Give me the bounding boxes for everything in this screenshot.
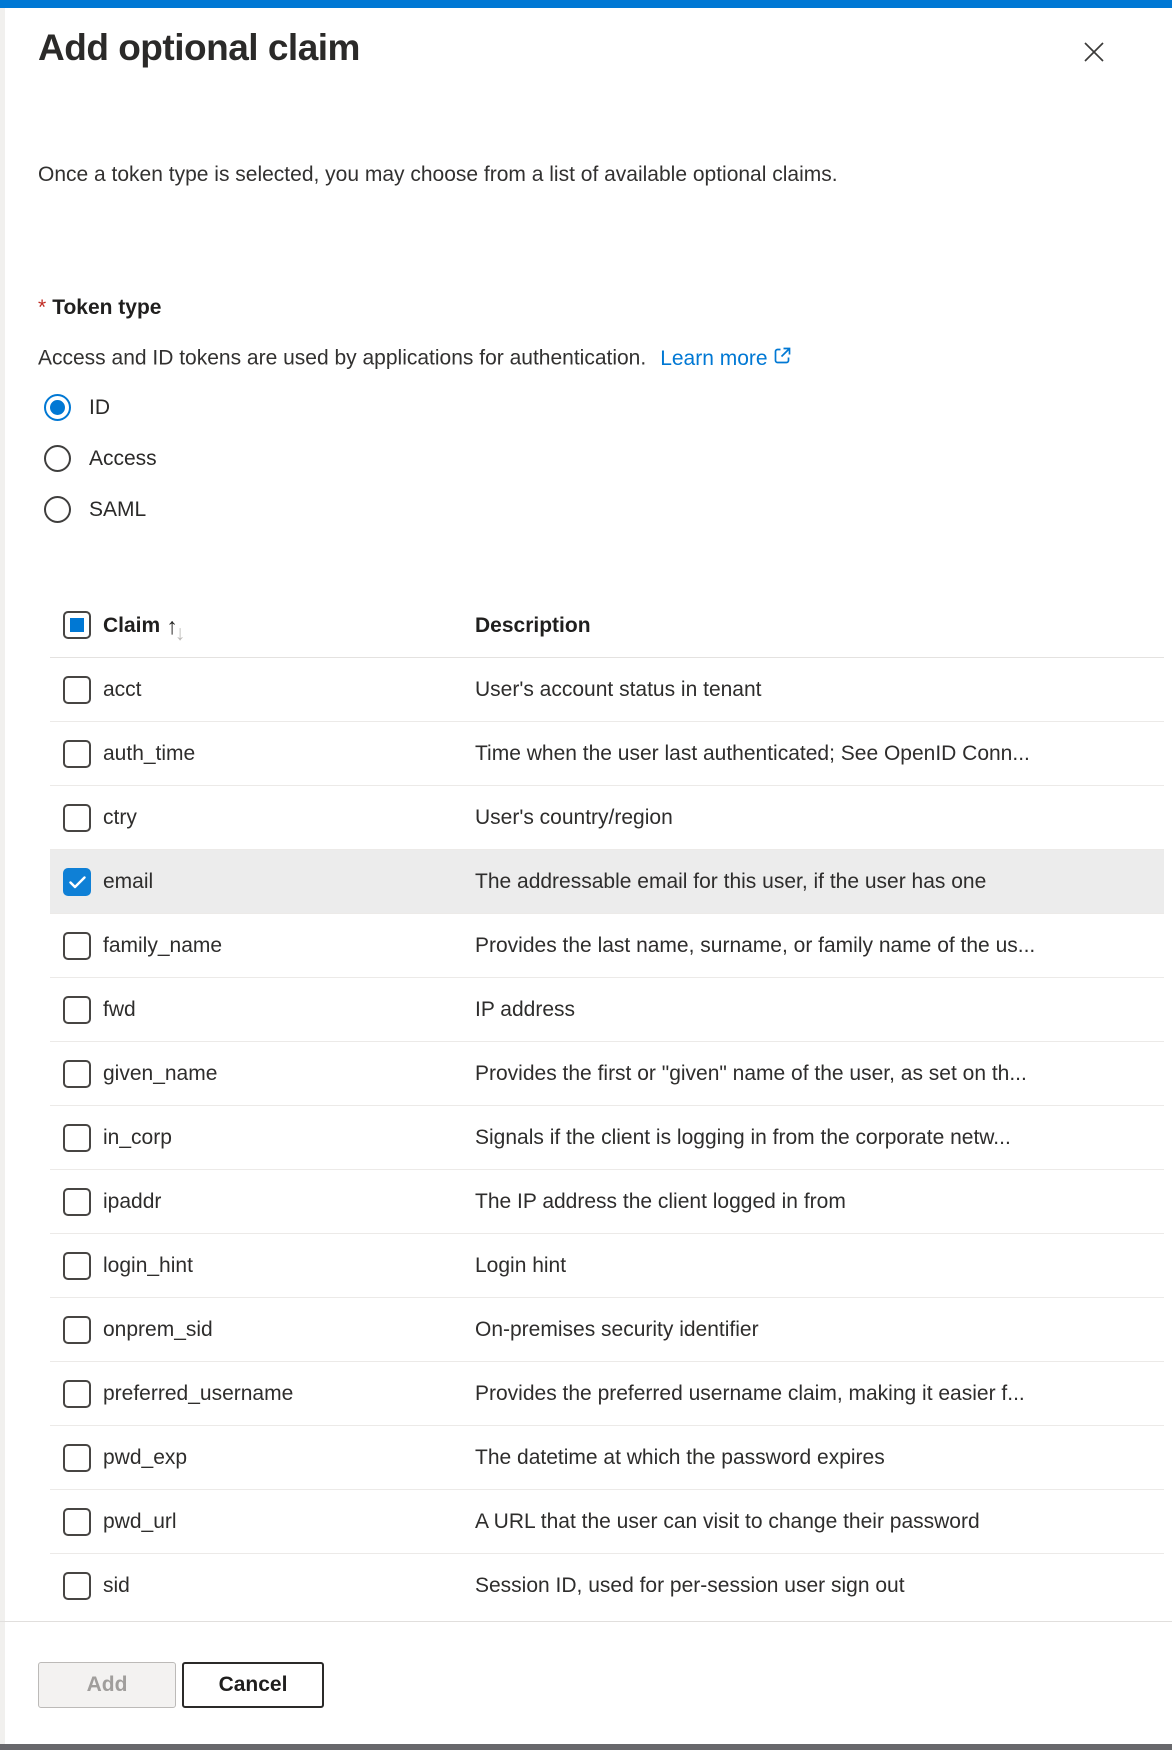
table-row[interactable]: [50, 1106, 1164, 1170]
claim-column-label: Claim: [103, 614, 161, 637]
claim-name: family_name: [103, 934, 223, 957]
claim-description: Signals if the client is logging in from the corporate netw...: [475, 1126, 1011, 1149]
token-type-label: [38, 294, 161, 322]
radio-icon: [44, 445, 71, 472]
token-type-description: [38, 343, 793, 374]
row-checkbox[interactable]: [63, 1060, 91, 1088]
claim-name: acct: [103, 678, 142, 701]
claim-description: The addressable email for this user, if the user has one: [475, 870, 987, 893]
radio-icon: [44, 496, 71, 523]
table-row[interactable]: [50, 1554, 1164, 1618]
table-row[interactable]: [50, 1042, 1164, 1106]
claim-description: Provides the last name, surname, or family name of the us...: [475, 934, 1036, 957]
claim-name: in_corp: [103, 1126, 172, 1149]
claim-name: preferred_username: [103, 1382, 294, 1405]
claim-name: ipaddr: [103, 1190, 162, 1213]
close-icon: [1080, 38, 1108, 69]
radio-option-label: ID: [89, 395, 110, 419]
claim-description: IP address: [475, 998, 576, 1021]
claim-description: User's country/region: [475, 806, 673, 829]
radio-option-access[interactable]: [0, 433, 157, 484]
add-button[interactable]: Add: [38, 1662, 176, 1708]
table-row[interactable]: [50, 722, 1164, 786]
row-checkbox[interactable]: [63, 1124, 91, 1152]
row-checkbox[interactable]: [63, 932, 91, 960]
claim-name: pwd_exp: [103, 1446, 188, 1469]
table-row[interactable]: [50, 978, 1164, 1042]
learn-more-link[interactable]: Learn more: [660, 343, 792, 374]
claim-description: The datetime at which the password expires: [475, 1446, 885, 1469]
radio-option-label: Access: [89, 446, 157, 470]
table-row[interactable]: [50, 1234, 1164, 1298]
claim-name: onprem_sid: [103, 1318, 213, 1341]
row-checkbox[interactable]: [63, 1444, 91, 1472]
dialog-description: Once a token type is selected, you may choose from a list of available optional claims.: [38, 163, 838, 186]
claim-description: Time when the user last authenticated; See OpenID Conn...: [475, 742, 1030, 765]
dialog-title: Add optional claim: [38, 27, 360, 68]
claim-description: User's account status in tenant: [475, 678, 762, 701]
token-type-description-text: Access and ID tokens are used by applications for authentication.: [38, 346, 647, 370]
row-checkbox[interactable]: [63, 740, 91, 768]
table-row[interactable]: [50, 1490, 1164, 1554]
claim-column-sort-header[interactable]: [103, 595, 185, 657]
row-checkbox[interactable]: [63, 1252, 91, 1280]
table-row[interactable]: [50, 850, 1164, 914]
claim-name: given_name: [103, 1062, 218, 1085]
bottom-edge-bar: [0, 1744, 1172, 1750]
claim-name: login_hint: [103, 1254, 193, 1277]
required-asterisk: *: [38, 296, 47, 319]
claim-description: Login hint: [475, 1254, 567, 1277]
claim-name: email: [103, 870, 154, 893]
token-type-label-text: Token type: [52, 296, 162, 319]
sort-descending-icon: ↓: [174, 621, 186, 645]
sort-ascending-icon: ↑: [166, 612, 178, 639]
row-checkbox[interactable]: [63, 868, 91, 896]
row-checkbox[interactable]: [63, 804, 91, 832]
sort-icons: [166, 612, 186, 645]
claim-description: The IP address the client logged in from: [475, 1190, 846, 1213]
select-all-checkbox[interactable]: [63, 611, 91, 639]
claim-description: Provides the preferred username claim, making it easier f...: [475, 1382, 1025, 1405]
table-row[interactable]: [50, 1170, 1164, 1234]
row-checkbox[interactable]: [63, 996, 91, 1024]
description-column-label: Description: [475, 614, 591, 637]
dialog-top-accent-bar: [0, 0, 1172, 8]
table-row[interactable]: [50, 1298, 1164, 1362]
table-row[interactable]: [50, 658, 1164, 722]
page-edge-strip: [0, 8, 5, 1744]
claims-table-body: [50, 658, 1164, 1618]
claim-description: A URL that the user can visit to change their password: [475, 1510, 980, 1533]
claim-name: fwd: [103, 998, 136, 1021]
claim-name: sid: [103, 1574, 130, 1597]
claim-name: ctry: [103, 806, 137, 829]
token-type-radio-group: [0, 382, 157, 535]
claim-description: Session ID, used for per-session user sign out: [475, 1574, 905, 1597]
radio-option-label: SAML: [89, 497, 147, 521]
close-button[interactable]: [1072, 32, 1116, 74]
row-checkbox[interactable]: [63, 1316, 91, 1344]
table-row[interactable]: [50, 914, 1164, 978]
table-row[interactable]: [50, 1362, 1164, 1426]
claim-name: pwd_url: [103, 1510, 177, 1533]
radio-icon: [44, 394, 71, 421]
table-row[interactable]: [50, 1426, 1164, 1490]
footer-divider: [0, 1621, 1172, 1622]
row-checkbox[interactable]: [63, 1508, 91, 1536]
claim-description: On-premises security identifier: [475, 1318, 759, 1341]
claim-description: Provides the first or "given" name of the user, as set on th...: [475, 1062, 1027, 1085]
external-link-icon: [771, 343, 793, 374]
row-checkbox[interactable]: [63, 1572, 91, 1600]
cancel-button[interactable]: Cancel: [182, 1662, 324, 1708]
radio-option-id[interactable]: [0, 382, 157, 433]
row-checkbox[interactable]: [63, 676, 91, 704]
claim-name: auth_time: [103, 742, 196, 765]
row-checkbox[interactable]: [63, 1188, 91, 1216]
claims-table-header: [50, 595, 1164, 658]
radio-option-saml[interactable]: [0, 484, 157, 535]
claims-table: [50, 595, 1164, 1618]
row-checkbox[interactable]: [63, 1380, 91, 1408]
table-row[interactable]: [50, 786, 1164, 850]
